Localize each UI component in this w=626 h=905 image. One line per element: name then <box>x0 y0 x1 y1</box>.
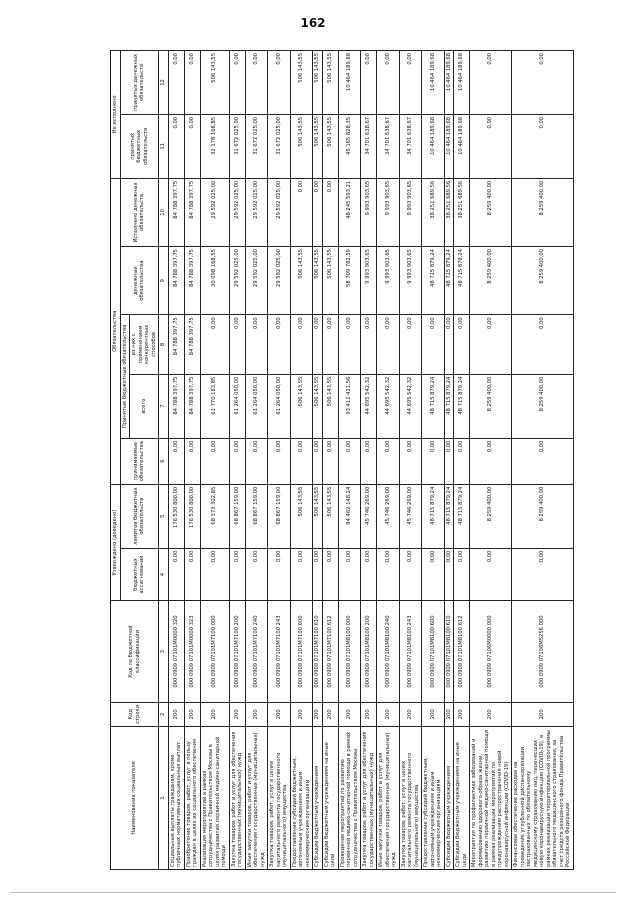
cell-c6: 0,00 <box>470 438 512 484</box>
cell-c8: 0,00 <box>268 315 291 374</box>
table-row <box>168 51 184 870</box>
cell-c6: 0,00 <box>268 438 291 484</box>
table-row <box>361 51 377 870</box>
cell-code: 200 <box>512 702 574 726</box>
cell-c11: 45 165 828,35 <box>338 114 361 178</box>
cell-c10: 0,00 <box>290 178 313 246</box>
cell-c9: 29 592 025,00 <box>229 247 245 315</box>
cell-code: 200 <box>313 702 323 726</box>
budget-table <box>110 50 574 870</box>
cell-c7: 506 143,55 <box>313 374 323 438</box>
cell-code: 200 <box>268 702 291 726</box>
table-container <box>110 50 610 870</box>
column-numbers-row <box>159 51 169 870</box>
table-row <box>313 51 323 870</box>
cell-c8: 0,00 <box>422 315 445 374</box>
cell-c12: 506 143,55 <box>290 51 313 115</box>
header-accepted-budget-group: Принятые бюджетные обязательства <box>120 315 130 438</box>
cell-c8: 0,00 <box>290 315 313 374</box>
cell-c6: 0,00 <box>184 438 200 484</box>
col-number: 6 <box>159 438 169 484</box>
cell-c5: 506 143,55 <box>313 484 323 548</box>
cell-c12: 0,00 <box>377 51 400 115</box>
cell-c9: 506 143,55 <box>313 247 323 315</box>
cell-c10: 38 251 689,56 <box>444 178 454 246</box>
cell-c8: 0,00 <box>245 315 268 374</box>
cell-c8: 0,00 <box>200 315 229 374</box>
cell-c4: 0,00 <box>184 548 200 601</box>
cell-c5: 68 867 159,00 <box>229 484 245 548</box>
cell-c6: 0,00 <box>422 438 445 484</box>
cell-c6: 0,00 <box>200 438 229 484</box>
cell-c11: 0,00 <box>168 114 184 178</box>
cell-c4: 0,00 <box>229 548 245 601</box>
cell-c8: 0,00 <box>454 315 470 374</box>
cell-kbk: 000 0909 07101М7100 243 <box>268 601 291 702</box>
cell-c10: 29 592 025,00 <box>245 178 268 246</box>
cell-c12: 0,00 <box>245 51 268 115</box>
cell-c7: 61 264 050,00 <box>245 374 268 438</box>
table-row <box>454 51 470 870</box>
cell-c4: 0,00 <box>322 548 338 601</box>
header-unexec-budget: принятых бюджетных обязательств <box>120 114 159 178</box>
cell-c9: 506 143,55 <box>290 247 313 315</box>
cell-c6: 0,00 <box>290 438 313 484</box>
cell-c6: 0,00 <box>338 438 361 484</box>
cell-c12: 0,00 <box>512 51 574 115</box>
cell-code: 200 <box>229 702 245 726</box>
cell-c4: 0,00 <box>245 548 268 601</box>
cell-c8: 84 788 397,75 <box>184 315 200 374</box>
cell-c10: 29 592 025,00 <box>229 178 245 246</box>
cell-c7: 44 695 542,32 <box>399 374 422 438</box>
table-row <box>245 51 268 870</box>
cell-c12: 0,00 <box>268 51 291 115</box>
cell-c10: 84 788 397,75 <box>184 178 200 246</box>
cell-c10: 9 993 903,65 <box>399 178 422 246</box>
table-row <box>184 51 200 870</box>
cell-code: 200 <box>361 702 377 726</box>
cell-c6: 0,00 <box>313 438 323 484</box>
col-number: 12 <box>159 51 169 115</box>
cell-c6: 0,00 <box>377 438 400 484</box>
cell-c4: 0,00 <box>313 548 323 601</box>
cell-kbk: 000 0909 07101М8100 200 <box>361 601 377 702</box>
cell-kbk: 000 0909 07101М8100 000 <box>338 601 361 702</box>
page-number: 162 <box>300 16 326 30</box>
cell-c11: 10 464 189,68 <box>444 114 454 178</box>
col-number: 2 <box>159 702 169 726</box>
cell-c4: 0,00 <box>512 548 574 601</box>
cell-kbk: 000 0909 07101М8100 240 <box>377 601 400 702</box>
cell-c6: 0,00 <box>399 438 422 484</box>
cell-c11: 0,00 <box>512 114 574 178</box>
cell-name: Социальные выплаты гражданам, кроме публичных нормативных социальных выплат <box>168 726 184 869</box>
col-number: 11 <box>159 114 169 178</box>
col-number: 7 <box>159 374 169 438</box>
header-unexec-monetary: принятых денежных обязательств <box>120 51 159 115</box>
cell-kbk: 000 0909 07101М0000 320 <box>168 601 184 702</box>
cell-name: Субсидии бюджетным учреждениям <box>313 726 323 869</box>
cell-c10: 8 259 400,00 <box>470 178 512 246</box>
cell-c12: 0,00 <box>168 51 184 115</box>
cell-c11: 10 464 189,68 <box>422 114 445 178</box>
cell-c8: 0,00 <box>470 315 512 374</box>
cell-c12: 10 464 189,68 <box>444 51 454 115</box>
cell-c7: 8 259 400,00 <box>470 374 512 438</box>
cell-c11: 31 672 025,00 <box>268 114 291 178</box>
cell-kbk: 000 0909 07101М0000 323 <box>184 601 200 702</box>
cell-c11: 34 701 638,67 <box>399 114 422 178</box>
cell-c5: 45 746 269,00 <box>377 484 400 548</box>
cell-c9: 30 098 168,55 <box>200 247 229 315</box>
cell-c10: 9 993 903,65 <box>361 178 377 246</box>
cell-c9: 9 993 903,65 <box>399 247 422 315</box>
cell-c8: 0,00 <box>512 315 574 374</box>
table-row <box>444 51 454 870</box>
cell-c5: 48 715 879,24 <box>422 484 445 548</box>
cell-c12: 0,00 <box>399 51 422 115</box>
cell-name: Приобретение товаров, работ, услуг в пользу граждан в целях их социального обеспечения <box>184 726 200 869</box>
cell-c5: 506 143,55 <box>322 484 338 548</box>
cell-c5: 176 530 800,00 <box>184 484 200 548</box>
cell-kbk: 000 0909 07101М7100 600 <box>290 601 313 702</box>
cell-c8: 0,00 <box>399 315 422 374</box>
cell-c4: 0,00 <box>168 548 184 601</box>
cell-c7: 61 264 050,00 <box>229 374 245 438</box>
cell-c9: 8 259 400,00 <box>470 247 512 315</box>
cell-c4: 0,00 <box>454 548 470 601</box>
cell-c7: 44 695 542,32 <box>361 374 377 438</box>
cell-c7: 84 788 397,75 <box>168 374 184 438</box>
cell-c5: 68 373 302,85 <box>200 484 229 548</box>
cell-c10: 38 251 689,56 <box>454 178 470 246</box>
cell-c9: 84 788 397,75 <box>168 247 184 315</box>
cell-c8: 0,00 <box>377 315 400 374</box>
table-row <box>512 51 574 870</box>
cell-c8: 0,00 <box>444 315 454 374</box>
cell-c8: 0,00 <box>229 315 245 374</box>
cell-c11: 31 672 025,00 <box>229 114 245 178</box>
cell-c7: 48 715 879,24 <box>444 374 454 438</box>
page-bottom-rule <box>10 892 616 893</box>
cell-name: Финансовое обеспечение расходов на проведение углубленной диспансеризации застрахованных по обязательному медицинскому страхованию лиц, перенесших новую коронавирусную инфекцию (COVID-19), в рамках реализации территориальной программы обязательного медицинского страхования, за счет средств резервного фонда Правительства Российской Федерации <box>512 726 574 869</box>
cell-name: Предоставление субсидий бюджетным, автономным учреждениям и иным некоммерческим организациям <box>422 726 445 869</box>
cell-name: Иные закупки товаров, работ и услуг для обеспечения государственных (муниципальных) нужд <box>377 726 400 869</box>
cell-name: Предоставление субсидий бюджетным, автономным учреждениям и иным некоммерческим организациям <box>290 726 313 869</box>
header-name: Наименование показателя <box>111 726 159 869</box>
col-number: 8 <box>159 315 169 374</box>
header-monetary: денежные обязательства <box>120 247 159 315</box>
col-number: 10 <box>159 178 169 246</box>
cell-c4: 0,00 <box>338 548 361 601</box>
table-row <box>268 51 291 870</box>
cell-c11: 0,00 <box>184 114 200 178</box>
cell-c4: 0,00 <box>200 548 229 601</box>
cell-c7: 48 715 879,24 <box>454 374 470 438</box>
cell-code: 200 <box>444 702 454 726</box>
cell-code: 200 <box>200 702 229 726</box>
col-number: 9 <box>159 247 169 315</box>
cell-kbk: 000 0909 07101М8100 600 <box>422 601 445 702</box>
header-obligations-group: Обязательства <box>111 178 121 484</box>
cell-name: Закупка товаров, работ, услуг в целях капитального ремонта государственного (муниципального) имущества <box>399 726 422 869</box>
cell-c6: 0,00 <box>322 438 338 484</box>
cell-c12: 506 143,55 <box>313 51 323 115</box>
cell-c12: 10 464 189,68 <box>422 51 445 115</box>
col-number: 1 <box>159 726 169 869</box>
cell-c5: 176 530 800,00 <box>168 484 184 548</box>
cell-code: 200 <box>245 702 268 726</box>
header-executed: Исполнено денежных обязательств <box>120 178 159 246</box>
cell-c8: 0,00 <box>313 315 323 374</box>
cell-code: 200 <box>322 702 338 726</box>
cell-c12: 10 464 189,88 <box>338 51 361 115</box>
cell-kbk: 000 0909 07101М7100 612 <box>322 601 338 702</box>
cell-c11: 34 701 638,67 <box>377 114 400 178</box>
cell-c8: 0,00 <box>322 315 338 374</box>
cell-c10: 0,00 <box>322 178 338 246</box>
cell-c8: 0,00 <box>338 315 361 374</box>
cell-c9: 506 143,55 <box>322 247 338 315</box>
cell-c7: 84 788 397,75 <box>184 374 200 438</box>
cell-name: Закупка товаров, работ, услуг в целях капитального ремонта государственного (муниципального) имущества <box>268 726 291 869</box>
cell-c11: 31 672 025,00 <box>245 114 268 178</box>
table-row <box>322 51 338 870</box>
cell-c4: 0,00 <box>268 548 291 601</box>
cell-c4: 0,00 <box>290 548 313 601</box>
cell-c9: 29 592 025,00 <box>245 247 268 315</box>
cell-c10: 0,00 <box>313 178 323 246</box>
cell-c7: 506 143,55 <box>290 374 313 438</box>
cell-name: Мероприятия по профилактике заболеваний и формированию здорового образа жизни, развитию первичной медико-санитарной помощи в рамках реализации мероприятий по предупреждению распространения новой коронавирусной инфекции (COVID-19) <box>470 726 512 869</box>
cell-kbk: 000 0909 07106М5256 000 <box>512 601 574 702</box>
cell-c9: 48 715 879,24 <box>444 247 454 315</box>
cell-c9: 8 259 400,00 <box>512 247 574 315</box>
cell-c12: 0,00 <box>229 51 245 115</box>
cell-c12: 10 464 189,68 <box>454 51 470 115</box>
cell-code: 200 <box>168 702 184 726</box>
cell-name: Субсидии бюджетным учреждениям на иные цели <box>454 726 470 869</box>
table-row <box>399 51 422 870</box>
cell-c11: 0,00 <box>470 114 512 178</box>
cell-c7: 506 143,55 <box>322 374 338 438</box>
cell-c10: 8 259 400,00 <box>512 178 574 246</box>
header-not-executed-group: Не исполнено <box>111 51 121 179</box>
cell-c11: 10 464 189,68 <box>454 114 470 178</box>
cell-code: 200 <box>399 702 422 726</box>
cell-c5: 8 259 400,00 <box>470 484 512 548</box>
cell-c10: 84 788 397,75 <box>168 178 184 246</box>
cell-c6: 0,00 <box>245 438 268 484</box>
cell-c6: 0,00 <box>512 438 574 484</box>
cell-kbk: 000 0909 07101М7100 240 <box>245 601 268 702</box>
table-body <box>168 51 573 870</box>
cell-name: Иные закупки товаров, работ и услуг для обеспечения государственных (муниципальных) нужд <box>245 726 268 869</box>
cell-kbk: 000 0909 07101М7100 000 <box>200 601 229 702</box>
col-number: 5 <box>159 484 169 548</box>
cell-c5: 48 715 879,24 <box>454 484 470 548</box>
cell-c9: 48 715 879,24 <box>454 247 470 315</box>
cell-kbk: 000 0909 07101М7100 200 <box>229 601 245 702</box>
cell-c7: 48 715 879,24 <box>422 374 445 438</box>
cell-c6: 0,00 <box>168 438 184 484</box>
cell-c9: 48 715 879,24 <box>422 247 445 315</box>
cell-c4: 0,00 <box>422 548 445 601</box>
cell-c4: 0,00 <box>470 548 512 601</box>
cell-c9: 9 993 903,65 <box>377 247 400 315</box>
cell-c7: 8 259 400,00 <box>512 374 574 438</box>
cell-c10: 29 592 025,00 <box>268 178 291 246</box>
cell-c6: 0,00 <box>454 438 470 484</box>
cell-c8: 0,00 <box>361 315 377 374</box>
cell-c5: 68 867 159,00 <box>245 484 268 548</box>
cell-c10: 48 245 593,21 <box>338 178 361 246</box>
cell-c4: 0,00 <box>444 548 454 601</box>
header-limits: лимитов бюджетных обязательств <box>120 484 159 548</box>
cell-c6: 0,00 <box>444 438 454 484</box>
cell-c9: 29 592 025,00 <box>268 247 291 315</box>
cell-c11: 32 178 168,85 <box>200 114 229 178</box>
cell-c11: 506 143,55 <box>322 114 338 178</box>
cell-kbk: 000 0909 07106М0000 000 <box>470 601 512 702</box>
cell-c6: 0,00 <box>229 438 245 484</box>
cell-c12: 0,00 <box>361 51 377 115</box>
cell-c5: 8 259 400,00 <box>512 484 574 548</box>
cell-c10: 38 251 689,56 <box>422 178 445 246</box>
cell-c12: 0,00 <box>184 51 200 115</box>
cell-name: Закупка товаров, работ и услуг для обеспечения государственных (муниципальных) нужд <box>361 726 377 869</box>
cell-c7: 61 264 050,00 <box>268 374 291 438</box>
cell-code: 200 <box>377 702 400 726</box>
col-number: 3 <box>159 601 169 702</box>
cell-c9: 58 709 782,59 <box>338 247 361 315</box>
cell-c5: 48 715 879,24 <box>444 484 454 548</box>
table-row <box>200 51 229 870</box>
cell-c5: 68 867 159,00 <box>268 484 291 548</box>
cell-c5: 45 746 269,00 <box>361 484 377 548</box>
table-row <box>377 51 400 870</box>
cell-c10: 9 993 903,65 <box>377 178 400 246</box>
cell-c9: 84 788 397,75 <box>184 247 200 315</box>
cell-c11: 506 143,55 <box>290 114 313 178</box>
cell-c11: 34 701 638,67 <box>361 114 377 178</box>
table-row <box>338 51 361 870</box>
cell-c10: 29 592 025,00 <box>200 178 229 246</box>
cell-c7: 61 770 183,85 <box>200 374 229 438</box>
cell-c4: 0,00 <box>361 548 377 601</box>
cell-code: 200 <box>470 702 512 726</box>
header-code: Код строки <box>111 702 159 726</box>
table-row <box>422 51 445 870</box>
cell-code: 200 <box>454 702 470 726</box>
cell-c12: 506 143,55 <box>322 51 338 115</box>
cell-c4: 0,00 <box>377 548 400 601</box>
header-total: всего <box>130 374 159 438</box>
cell-kbk: 000 0909 07101М8100 243 <box>399 601 422 702</box>
cell-code: 200 <box>184 702 200 726</box>
cell-name: Проведение мероприятий по развитию первичной медико-санитарной помощи в рамках сотрудничества с Правительством Москвы <box>338 726 361 869</box>
cell-c4: 0,00 <box>399 548 422 601</box>
header-approved-group: Утверждено (доведено) <box>111 484 121 601</box>
rotated-table-area <box>110 50 610 870</box>
header-competitive: из них с применением конкурентных способов <box>130 315 159 374</box>
cell-kbk: 000 0909 07101М7100 610 <box>313 601 323 702</box>
cell-code: 200 <box>422 702 445 726</box>
cell-code: 200 <box>338 702 361 726</box>
cell-code: 200 <box>290 702 313 726</box>
cell-name: Субсидии бюджетным учреждениям на иные цели <box>322 726 338 869</box>
cell-kbk: 000 0909 07101М8100 610 <box>444 601 454 702</box>
header-budget-assign: бюджетных ассигнований <box>120 548 159 601</box>
header-accepted: принимаемые обязательства <box>120 438 159 484</box>
cell-name: Субсидии бюджетным учреждениям <box>444 726 454 869</box>
cell-c5: 45 746 269,00 <box>399 484 422 548</box>
col-number: 4 <box>159 548 169 601</box>
cell-name: Закупка товаров, работ и услуг для обеспечения государственных (муниципальных) нужд <box>229 726 245 869</box>
cell-c7: 93 411 421,56 <box>338 374 361 438</box>
cell-c12: 0,00 <box>470 51 512 115</box>
cell-c5: 94 462 148,24 <box>338 484 361 548</box>
cell-c12: 506 143,55 <box>200 51 229 115</box>
cell-c6: 0,00 <box>361 438 377 484</box>
table-row <box>229 51 245 870</box>
cell-c5: 506 143,55 <box>290 484 313 548</box>
cell-kbk: 000 0909 07101М8100 612 <box>454 601 470 702</box>
cell-c9: 9 993 903,65 <box>361 247 377 315</box>
cell-c7: 44 695 542,32 <box>377 374 400 438</box>
cell-c8: 84 788 397,75 <box>168 315 184 374</box>
header-kbk: Код по бюджетной классификации <box>111 601 159 702</box>
table-row <box>290 51 313 870</box>
cell-c11: 506 143,55 <box>313 114 323 178</box>
cell-name: Реализация мероприятий в рамках сотрудничества с Правительством Москвы в целях развития первичной медико-санитарной помощи <box>200 726 229 869</box>
table-row <box>470 51 512 870</box>
